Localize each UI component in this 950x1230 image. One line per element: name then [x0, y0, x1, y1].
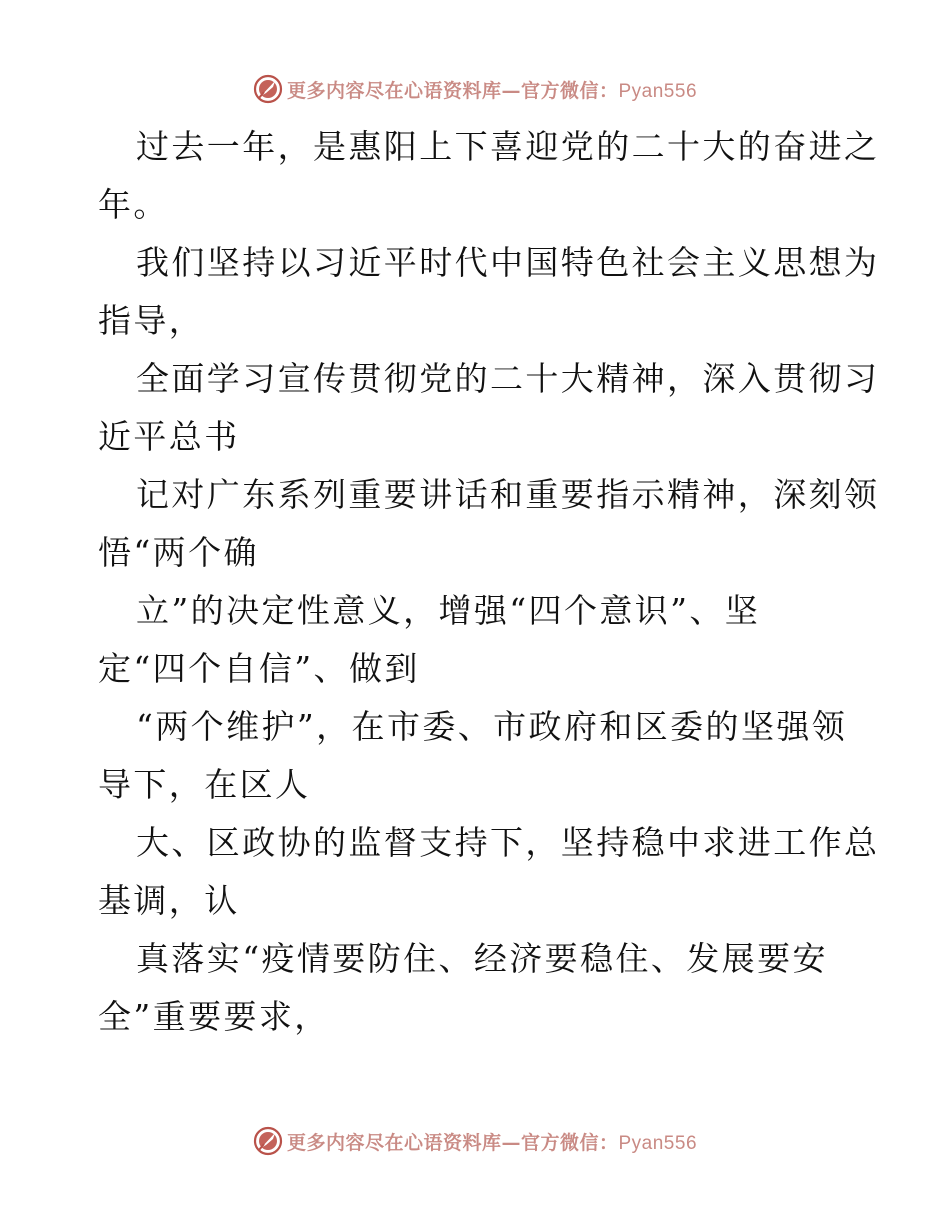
footer-banner — [0, 1124, 950, 1158]
body-line: “两个维护”，在市委、市政府和区委的坚强领 — [136, 707, 848, 746]
footer-banner-chinese: 更多内容尽在心语资料库—官方微信： — [286, 1131, 619, 1154]
body-line: 全”重要要求， — [98, 997, 330, 1036]
quill-seal-logo-icon — [253, 1126, 283, 1156]
body-line: 基调，认 — [98, 881, 240, 920]
quill-seal-logo-icon — [253, 74, 283, 104]
header-banner-chinese: 更多内容尽在心语资料库—官方微信： — [286, 79, 619, 102]
body-line: 大、区政协的监督支持下，坚持稳中求进工作总 — [136, 823, 880, 862]
body-line: 导下，在区人 — [98, 765, 311, 804]
header-banner-text — [287, 76, 697, 103]
body-line: 过去一年，是惠阳上下喜迎党的二十大的奋进之 — [136, 127, 880, 166]
body-line: 定“四个自信”、做到 — [98, 649, 420, 688]
body-line: 年。 — [98, 185, 169, 224]
body-line: 真落实“疫情要防住、经济要稳住、发展要安 — [136, 939, 828, 978]
body-line: 近平总书 — [98, 417, 240, 456]
body-line: 全面学习宣传贯彻党的二十大精神，深入贯彻习 — [136, 359, 880, 398]
footer-banner-text — [287, 1128, 697, 1155]
header-banner-wechat-id: Pyan556 — [618, 80, 698, 102]
body-line: 指导， — [98, 301, 205, 340]
footer-banner-wechat-id: Pyan556 — [618, 1132, 698, 1154]
body-line: 立”的决定性意义，增强“四个意识”、坚 — [136, 591, 761, 630]
body-line: 我们坚持以习近平时代中国特色社会主义思想为 — [136, 243, 880, 282]
body-line: 记对广东系列重要讲话和重要指示精神，深刻领 — [136, 475, 880, 514]
header-banner — [0, 72, 950, 106]
body-line: 悟“两个确 — [98, 533, 259, 572]
